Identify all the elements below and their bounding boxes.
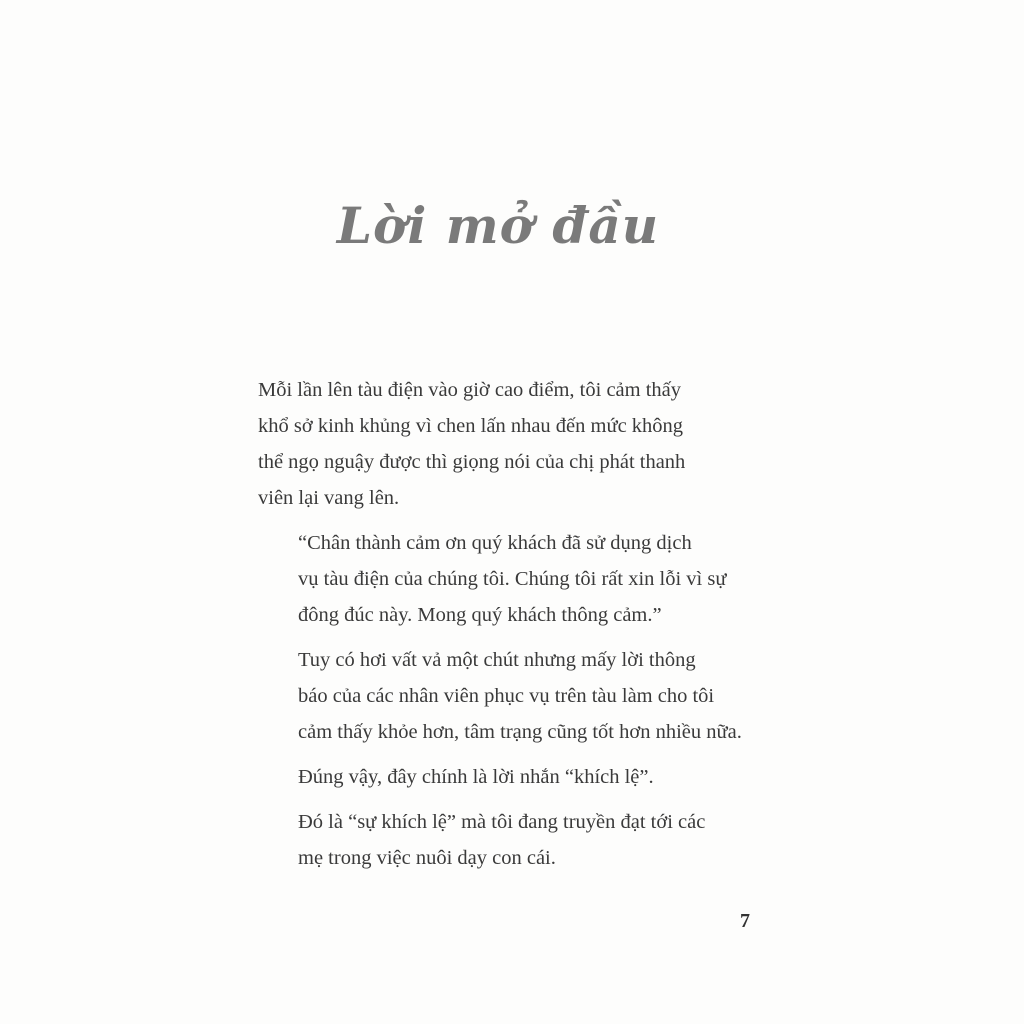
paragraph-2: [258, 525, 768, 633]
text-line: Đúng vậy, đây chính là lời nhắn “khích lệ”.: [298, 766, 654, 788]
text-line: Mỗi lần lên tàu điện vào giờ cao điểm, tôi cảm thấy: [258, 379, 682, 401]
text-line: thể ngọ nguậy được thì giọng nói của chị phát thanh: [258, 451, 686, 473]
text-line: viên lại vang lên.: [258, 487, 400, 509]
paragraph-5: [258, 804, 768, 876]
text-line: cảm thấy khỏe hơn, tâm trạng cũng tốt hơn nhiều nữa.: [298, 721, 742, 743]
paragraph-3: [258, 642, 768, 750]
text-line: Tuy có hơi vất vả một chút nhưng mấy lời thông: [298, 649, 696, 671]
body-text: [258, 372, 768, 885]
text-line: “Chân thành cảm ơn quý khách đã sử dụng dịch: [298, 532, 692, 554]
text-line: vụ tàu điện của chúng tôi. Chúng tôi rất xin lỗi vì sự: [298, 568, 727, 590]
chapter-title: Lời mở đầu: [336, 196, 660, 255]
page-number: 7: [740, 910, 750, 932]
paragraph-4: [258, 759, 768, 795]
text-line: báo của các nhân viên phục vụ trên tàu làm cho tôi: [298, 685, 715, 707]
text-line: mẹ trong việc nuôi dạy con cái.: [298, 847, 556, 869]
text-line: Đó là “sự khích lệ” mà tôi đang truyền đạt tới các: [298, 811, 706, 833]
paragraph-1: [258, 372, 768, 516]
text-line: đông đúc này. Mong quý khách thông cảm.”: [298, 604, 662, 626]
text-line: khổ sở kinh khủng vì chen lấn nhau đến mức không: [258, 415, 684, 437]
